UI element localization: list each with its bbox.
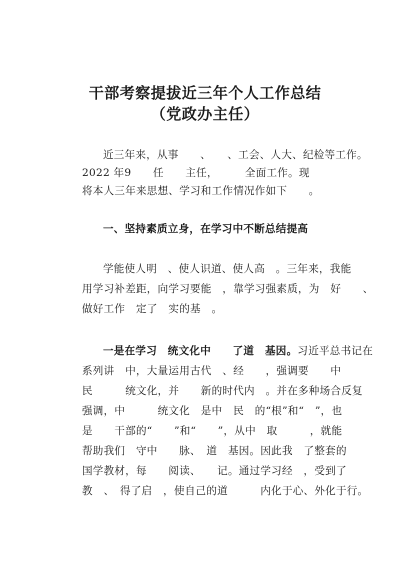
paragraph-line: 学能使人明 、使人识道、使人高 。三年来，我能: [103, 263, 352, 275]
paragraph-line: 是 干部的“ ”和“ ”，从中 取 ，就能: [82, 425, 343, 437]
intro-line: 将本人三年来思想、学习和工作情况作如下 。: [82, 185, 320, 197]
paragraph-line: 用学习补差距，向学习要能 ，靠学习强素质，为 好 、: [82, 283, 374, 295]
paragraph-line: 民 统文化，并 新的时代内 。并在多种场合反复: [82, 385, 363, 397]
point-text: 习近平总书记在: [297, 345, 374, 357]
point-line-first: [103, 344, 373, 358]
document-title: 干部考察提拔近三年个人工作总结: [88, 84, 322, 102]
paragraph-line: 强调，中 统文化 是中 民 的“根”和“ ”，也: [82, 405, 343, 417]
intro-line: 2022 年9 任 主任， 全面工作。现: [82, 167, 310, 179]
paragraph-line: 国学教材，每 阅读、 记。通过学习经 ，受到了: [82, 465, 347, 477]
paragraph-line: 教 、 得了启 ，使自己的道 内化于心、外化于行。: [82, 485, 369, 497]
point-lead: 一是在学习 统文化中 了道 基因。: [103, 345, 298, 357]
section-heading: 一、坚持素质立身，在学习中不断总结提高: [103, 223, 309, 235]
paragraph-line: 系列讲 中，大量运用古代 、经 ，强调要 中: [82, 365, 342, 377]
paragraph-line: 做好工作 定了 实的基 。: [82, 303, 223, 315]
document-subtitle: （党政办主任）: [150, 105, 260, 123]
paragraph-line: 帮助我们 守中 脉、 道 基因。因此我 了整套的: [82, 445, 347, 457]
intro-line: 近三年来，从事 、 、工会、人大、纪检等工作。: [103, 149, 368, 161]
